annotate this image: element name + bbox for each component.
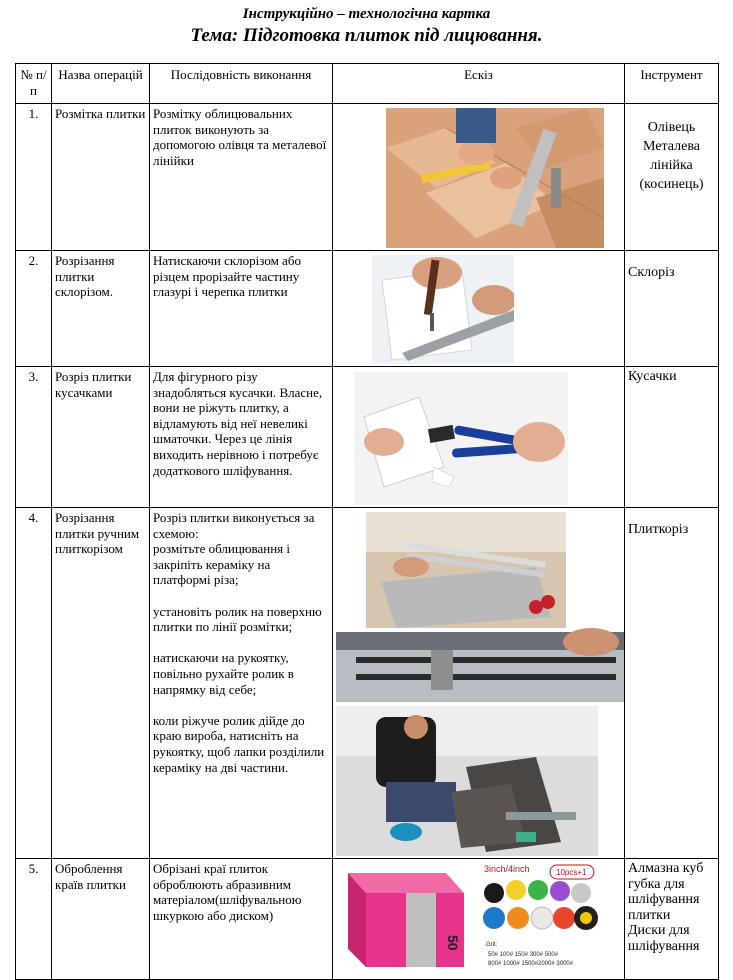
operation-name: Розрізання плитки ручним плиткорізом	[52, 508, 150, 859]
tool-name: (косинець)	[639, 177, 704, 192]
operation-steps	[150, 367, 333, 508]
grit-title: Grit:	[486, 942, 498, 948]
operation-steps	[150, 104, 333, 251]
manual-tile-cutter-photos	[336, 512, 625, 856]
tool-name: Диски для шліфування	[628, 923, 700, 954]
tool-name: Плиткоріз	[628, 522, 689, 537]
grit-line-2: 800# 1000# 1500#2000# 3000#	[488, 961, 574, 967]
step-text: Розмітку облицювальних плиток виконують за допомогою олівця та металевої лінійки	[153, 106, 327, 168]
col-header-operation: Назва операцій	[52, 64, 150, 104]
sketch-cell	[333, 367, 625, 508]
tool-cell	[625, 508, 719, 859]
sketch-cell	[333, 251, 625, 367]
table-row	[16, 508, 719, 859]
diamond-pad-and-discs-photo	[336, 863, 625, 977]
col-header-sketch: Ескіз	[333, 64, 625, 104]
row-number: 5.	[16, 859, 52, 980]
tool-cell	[625, 104, 719, 251]
sketch-cell	[333, 104, 625, 251]
row-number: 3.	[16, 367, 52, 508]
table-row	[16, 104, 719, 251]
operation-name: Оброблення країв плитки	[52, 859, 150, 980]
glass-cutter-photo	[372, 255, 514, 364]
row-number: 2.	[16, 251, 52, 367]
tool-name: Олівець	[647, 120, 696, 135]
operation-steps	[150, 251, 333, 367]
step-text: Розріз плитки виконується за схемою: розмітьте облицювання і закріпіть кераміку на платформі різа;	[153, 510, 315, 588]
tool-name: Алмазна куб губка для шліфування плитки	[628, 861, 704, 923]
nippers-photo	[354, 372, 568, 505]
step-text: коли ріжуче ролик дійде до краю вироба, натисніть на рукоятку, щоб лапки розділили кераміку на дві частини.	[153, 712, 325, 775]
operation-name: Розріз плитки кусачками	[52, 367, 150, 508]
step-text: установіть ролик на поверхню плитки по лінії розмітки;	[153, 603, 322, 635]
step-text: Обрізані краї плиток оброблюють абразивним матеріалом(шліфувальною шкуркою або диском)	[153, 861, 302, 923]
grit-line-1: 50# 100# 150# 300# 500#	[488, 952, 559, 958]
pack-label: 10pcs+1	[556, 868, 587, 877]
sketch-cell	[333, 508, 625, 859]
table-row	[16, 251, 719, 367]
row-number: 4.	[16, 508, 52, 859]
instruction-table	[15, 63, 719, 980]
row-number: 1.	[16, 104, 52, 251]
operation-name: Розрізання плитки склорізом.	[52, 251, 150, 367]
operation-steps	[150, 508, 333, 859]
step-text: натискаючи на рукоятку, повільно рухайте ролик в напрямку від себе;	[153, 650, 294, 697]
card-subtitle: Інструкційно – технологічна картка	[242, 6, 491, 22]
col-header-tool: Інструмент	[625, 64, 719, 104]
table-row	[16, 367, 719, 508]
marking-tiles-photo	[386, 108, 604, 248]
step-text: Натискаючи склорізом або різцем прорізайте частину глазурі і черепка плитки	[153, 253, 301, 300]
operation-name: Розмітка плитки	[52, 104, 150, 251]
tool-cell	[625, 367, 719, 508]
tool-cell	[625, 251, 719, 367]
card-title: Тема: Підготовка плиток під лицювання.	[190, 25, 543, 46]
step-text: Для фігурного різу знадобляться кусачки. Власне, вони не ріжуть плитку, а відламують від неї невеликі шматочки. Через це лінія виходить нерівною і потребує додаткового шліфування.	[153, 369, 323, 478]
tool-name: Кусачки	[628, 369, 677, 384]
operation-steps	[150, 859, 333, 980]
pad-grit-label: 50	[445, 935, 461, 951]
tool-name: Металева лінійка	[643, 139, 700, 173]
tool-cell	[625, 859, 719, 980]
table-header-row	[16, 64, 719, 104]
col-header-num: № п/п	[16, 64, 52, 104]
tool-name: Склоріз	[628, 265, 675, 280]
col-header-steps: Послідовність виконання	[150, 64, 333, 104]
sketch-cell	[333, 859, 625, 980]
size-label: 3inch/4inch	[484, 864, 530, 874]
table-row	[16, 859, 719, 980]
